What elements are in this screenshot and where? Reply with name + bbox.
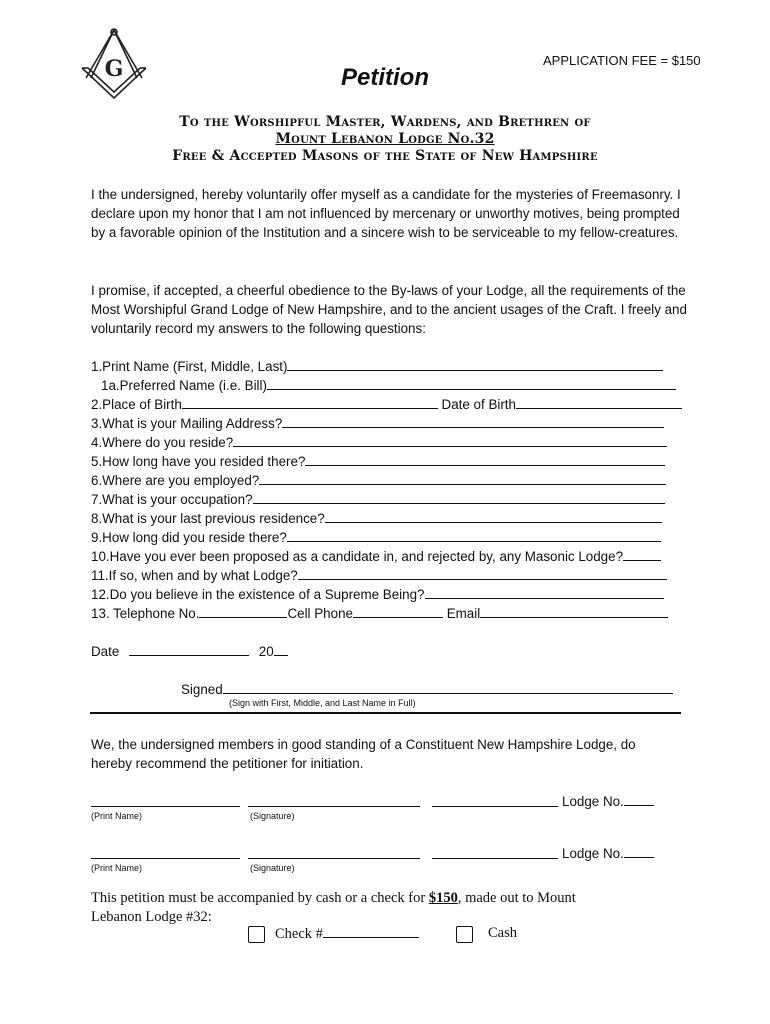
section-divider [90, 712, 681, 714]
signature-line-1[interactable] [248, 806, 420, 807]
question-13 [91, 604, 668, 623]
signature-caption-2: (Signature) [250, 863, 295, 873]
cash-checkbox[interactable] [456, 926, 473, 943]
question-label: 13. Telephone No. [91, 606, 200, 621]
signature-line-2[interactable] [248, 858, 420, 859]
year-prefix: 20 [258, 644, 274, 659]
payment-text [91, 889, 621, 927]
lodge-no-1 [562, 792, 654, 811]
lodge-no-2 [562, 844, 654, 863]
question-1a [101, 376, 676, 395]
question-8 [91, 509, 662, 528]
application-fee: APPLICATION FEE = $150 [543, 53, 701, 68]
answer-line[interactable] [182, 395, 438, 409]
check-checkbox[interactable] [248, 926, 265, 943]
answer-line[interactable] [253, 490, 665, 504]
question-label: 4.Where do you reside? [91, 435, 234, 450]
question-9 [91, 528, 661, 547]
intro-paragraph-2: I promise, if accepted, a cheerful obedience to the By-laws of your Lodge, all the requirements of the Most Worshipful Grand Lodge of New Hampshire, and to the ancient usages of the Craft. I freely and voluntarily record my answers to the following questions: [91, 283, 687, 336]
check-number-line[interactable] [323, 925, 419, 938]
question-label: 8.What is your last previous residence? [91, 511, 325, 526]
lodge-line-2[interactable] [432, 858, 558, 859]
lodge-no-label: Lodge No. [562, 846, 624, 861]
question-10 [91, 547, 661, 566]
intro-paragraph-1: I the undersigned, hereby voluntarily offer myself as a candidate for the mysteries of Freemasonry. I declare upon my honor that I am not influenced by mercenary or unworthy motives, being prompted by a favorable opinion of the Institution and a sincere wish to be serviceable to my fellow-creatures. [91, 187, 681, 240]
print-name-line-1[interactable] [91, 806, 240, 807]
check-label: Check # [275, 926, 323, 942]
question-label: 12.Do you believe in the existence of a Supreme Being? [91, 587, 425, 602]
question-label: Cell Phone [287, 606, 353, 621]
year-line[interactable] [274, 642, 288, 656]
question-12 [91, 585, 664, 604]
question-label: 1.Print Name (First, Middle, Last) [91, 359, 288, 374]
answer-line[interactable] [259, 471, 666, 485]
page-title: Petition [341, 64, 429, 91]
answer-line[interactable] [425, 585, 664, 599]
question-1 [91, 357, 663, 376]
question-label: Date of Birth [441, 397, 516, 412]
question-4 [91, 433, 667, 452]
svg-text:G: G [104, 56, 124, 82]
signed-row [181, 680, 673, 699]
question-label: Email [446, 606, 481, 621]
cash-label: Cash [488, 925, 517, 941]
answer-line[interactable] [282, 414, 664, 428]
question-label: 5.How long have you resided there? [91, 454, 306, 469]
telephone-line[interactable] [199, 604, 287, 618]
lodge-no-line[interactable] [624, 792, 654, 806]
lodge-name: Mount Lebanon Lodge No.32 [275, 131, 495, 147]
signed-label: Signed [181, 682, 223, 697]
email-line[interactable] [480, 604, 668, 618]
question-label: 2.Place of Birth [91, 397, 182, 412]
lodge-no-label: Lodge No. [562, 794, 624, 809]
question-label: 10.Have you ever been proposed as a candidate in, and rejected by, any Masonic Lodge? [91, 549, 624, 564]
signed-note: (Sign with First, Middle, and Last Name in Full) [229, 698, 416, 708]
answer-line[interactable] [287, 528, 661, 542]
question-2 [91, 395, 682, 414]
check-option [275, 925, 419, 943]
question-label: 6.Where are you employed? [91, 473, 260, 488]
signature-line[interactable] [223, 680, 673, 694]
question-6 [91, 471, 666, 490]
addressee-line-3: Free & Accepted Masons of the State of New Hampshire [172, 148, 598, 164]
print-name-caption-1: (Print Name) [91, 811, 143, 821]
payment-amount: $150 [428, 890, 458, 906]
question-5 [91, 452, 665, 471]
lodge-line-1[interactable] [432, 806, 558, 807]
answer-line[interactable] [233, 433, 667, 447]
lodge-no-line[interactable] [624, 844, 654, 858]
date-line[interactable] [129, 642, 249, 656]
addressee-line-1: To the Worshipful Master, Wardens, and Brethren of [179, 114, 591, 130]
question-11 [91, 566, 667, 585]
question-7 [91, 490, 665, 509]
answer-line[interactable] [325, 509, 662, 523]
print-name-caption-2: (Print Name) [91, 863, 143, 873]
payment-text-after: , made out to Mount Lebanon Lodge #32: [91, 890, 576, 925]
question-label: 1a.Preferred Name (i.e. Bill) [101, 378, 267, 393]
question-label: 9.How long did you reside there? [91, 530, 287, 545]
print-name-line-2[interactable] [91, 858, 240, 859]
question-label: 3.What is your Mailing Address? [91, 416, 283, 431]
question-label: 11.If so, when and by what Lodge? [91, 568, 298, 583]
payment-text-before: This petition must be accompanied by cash or a check for [91, 890, 429, 906]
answer-line[interactable] [305, 452, 665, 466]
answer-line[interactable] [623, 547, 661, 561]
answer-line[interactable] [516, 395, 682, 409]
question-3 [91, 414, 664, 433]
cell-phone-line[interactable] [353, 604, 443, 618]
date-label: Date [91, 644, 120, 659]
answer-line[interactable] [287, 357, 663, 371]
date-row [91, 642, 288, 661]
question-label: 7.What is your occupation? [91, 492, 253, 507]
answer-line[interactable] [298, 566, 667, 580]
recommendation-text: We, the undersigned members in good standing of a Constituent New Hampshire Lodge, do hereby recommend the petitioner for initiation. [91, 737, 636, 771]
answer-line[interactable] [267, 376, 676, 390]
signature-caption-1: (Signature) [250, 811, 295, 821]
